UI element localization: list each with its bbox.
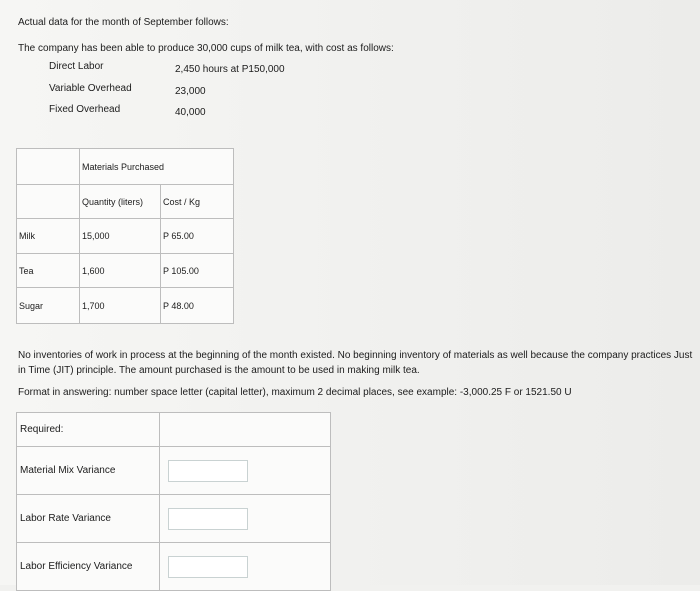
materials-header-quantity: Quantity (liters) xyxy=(80,185,161,219)
cost-value-variable-overhead: 23,000 xyxy=(175,86,206,97)
materials-title: Materials Purchased xyxy=(80,149,234,185)
required-item-label: Material Mix Variance xyxy=(17,447,160,495)
intro-line-1: Actual data for the month of September follows: xyxy=(18,17,229,28)
table-row xyxy=(17,254,234,288)
cost-value-direct-labor: 2,450 hours at P150,000 xyxy=(175,64,285,75)
materials-corner-cell xyxy=(17,149,80,185)
material-quantity: 1,600 xyxy=(80,254,161,288)
answer-format-note: Format in answering: number space letter (capital letter), maximum 2 decimal places, see example: -3,000.25 F or 1521.50 U xyxy=(18,387,572,398)
labor-efficiency-variance-input[interactable] xyxy=(168,556,248,578)
required-item-label: Labor Rate Variance xyxy=(17,495,160,543)
answer-cell xyxy=(160,543,331,591)
materials-empty-cell xyxy=(17,185,80,219)
cost-label-variable-overhead: Variable Overhead xyxy=(49,83,132,94)
material-cost: P 105.00 xyxy=(161,254,234,288)
answer-cell xyxy=(160,447,331,495)
required-title: Required: xyxy=(17,413,160,447)
required-table xyxy=(16,412,331,591)
material-name: Sugar xyxy=(17,288,80,324)
table-row xyxy=(17,543,331,591)
material-quantity: 15,000 xyxy=(80,219,161,254)
material-cost: P 48.00 xyxy=(161,288,234,324)
labor-rate-variance-input[interactable] xyxy=(168,508,248,530)
required-title-answer-cell xyxy=(160,413,331,447)
cost-label-direct-labor: Direct Labor xyxy=(49,61,104,72)
cost-label-fixed-overhead: Fixed Overhead xyxy=(49,104,121,115)
materials-header-cost: Cost / Kg xyxy=(161,185,234,219)
table-row xyxy=(17,288,234,324)
table-row xyxy=(17,447,331,495)
cost-value-fixed-overhead: 40,000 xyxy=(175,107,206,118)
table-row xyxy=(17,219,234,254)
material-name: Tea xyxy=(17,254,80,288)
material-quantity: 1,700 xyxy=(80,288,161,324)
inventory-note: No inventories of work in process at the beginning of the month existed. No beginning inventory of materials as well because the company practices Just in Time (JIT) principle. The amount purchased is the amount to be used in making milk tea. xyxy=(18,350,693,376)
table-row xyxy=(17,495,331,543)
intro-line-2: The company has been able to produce 30,000 cups of milk tea, with cost as follows: xyxy=(18,43,394,54)
material-name: Milk xyxy=(17,219,80,254)
materials-table xyxy=(16,148,234,324)
material-mix-variance-input[interactable] xyxy=(168,460,248,482)
material-cost: P 65.00 xyxy=(161,219,234,254)
required-item-label: Labor Efficiency Variance xyxy=(17,543,160,591)
answer-cell xyxy=(160,495,331,543)
